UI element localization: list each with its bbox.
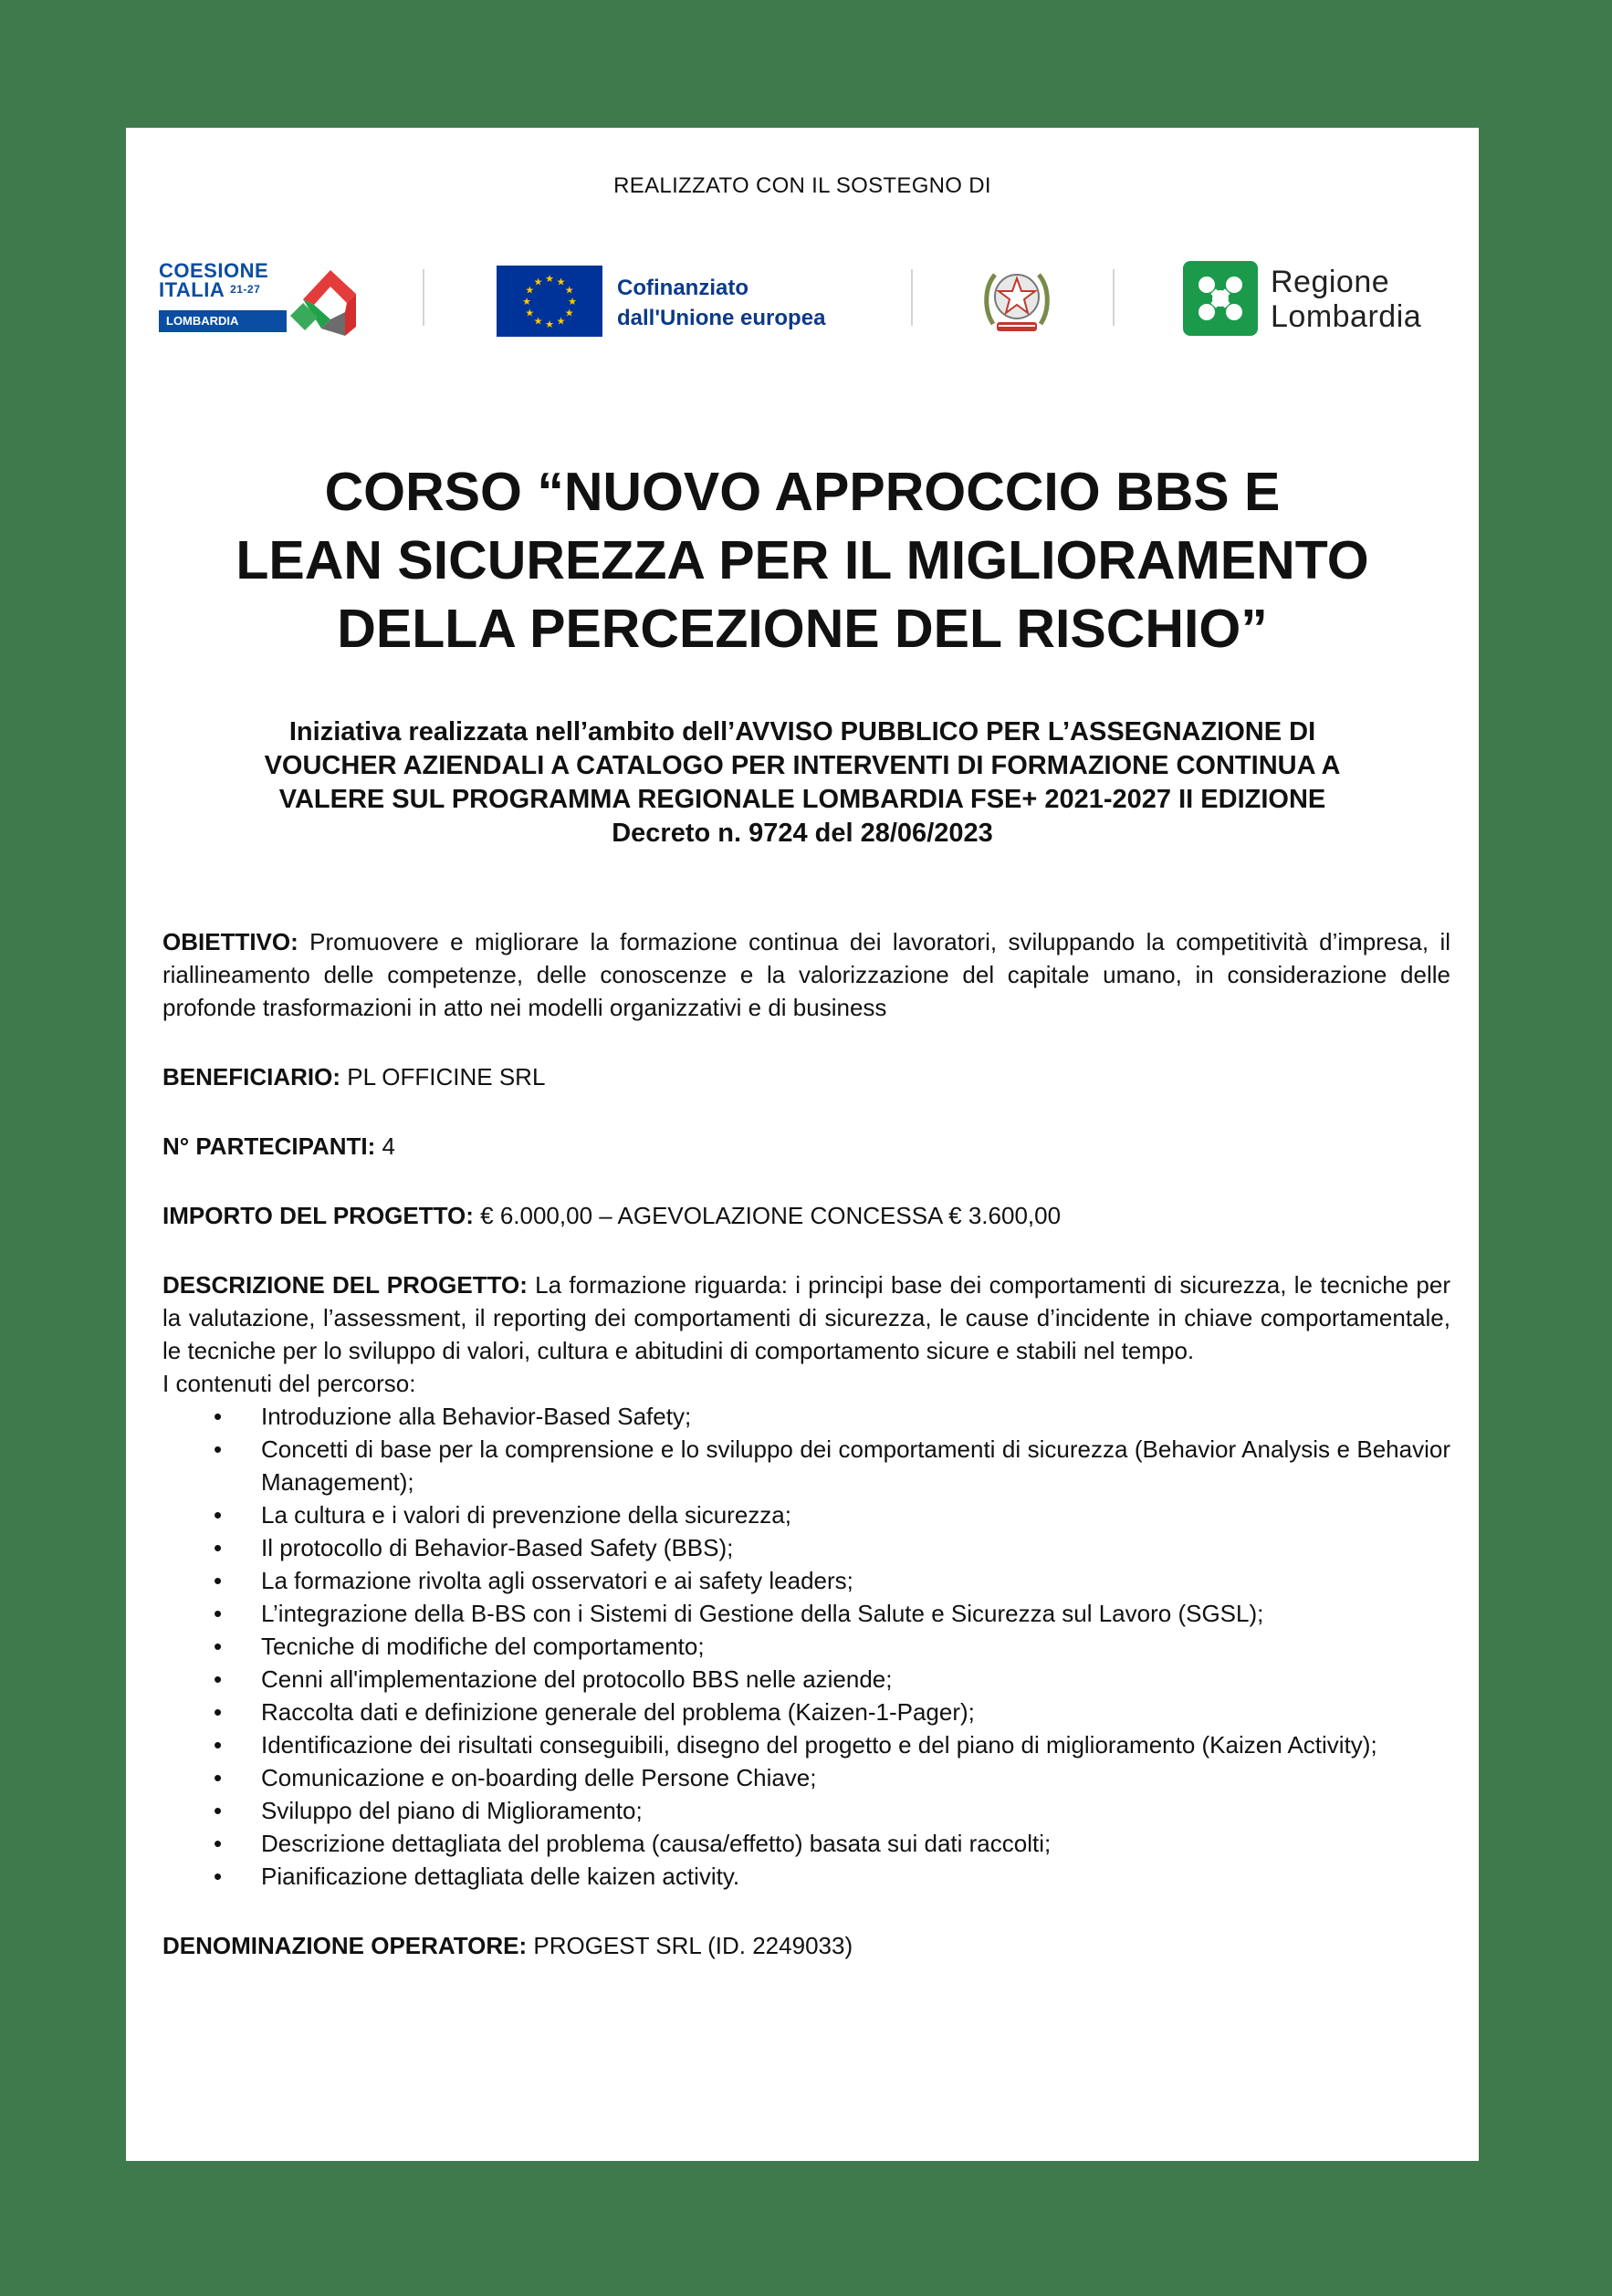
eu-star-icon: ★	[564, 308, 574, 319]
list-item: • Tecniche di modifiche del comportamento;	[162, 1630, 1450, 1663]
logo-separator	[1113, 269, 1115, 326]
eu-star-icon: ★	[556, 316, 566, 328]
list-item: • Sviluppo del piano di Miglioramento;	[162, 1794, 1450, 1827]
list-item: • Il protocollo di Behavior-Based Safety (BBS);	[162, 1531, 1450, 1564]
list-item: • L’integrazione della B-BS con i Sistemi di Gestione della Salute e Sicurezza sul Lavoro (SGSL);	[162, 1597, 1450, 1630]
eu-flag-icon	[497, 266, 602, 337]
coesione-logo-text: COESIONE ITALIA $^{21-27}$	[159, 259, 269, 301]
eu-star-icon: ★	[556, 277, 566, 288]
coesione-chevron-icon	[270, 263, 356, 336]
regione-lombardia-text: Regione Lombardia	[1271, 265, 1422, 334]
document-body	[162, 925, 1450, 1962]
eu-star-icon: ★	[564, 285, 574, 297]
eu-cofinanced-logo	[497, 266, 843, 339]
list-item: • Introduzione alla Behavior-Based Safety;	[162, 1400, 1450, 1433]
eu-star-icon: ★	[568, 297, 577, 308]
descrizione-paragraph: DESCRIZIONE DEL PROGETTO: La formazione riguarda: i principi base dei comportamenti di sicurezza, le tecniche per la valutazione, l’assessment, il reporting dei comportamenti di sicurezza, le cause d’incidente in chiave comportamentale, le tecniche per lo sviluppo di valori, cultura e abitudini di comportamento sicure e stabili nel tempo.	[162, 1271, 1450, 1364]
list-item: • Descrizione dettagliata del problema (causa/effetto) basata sui dati raccolti;	[162, 1827, 1450, 1860]
beneficiario-paragraph: BENEFICIARIO: PL OFFICINE SRL	[162, 1063, 546, 1091]
italy-emblem-icon	[980, 260, 1053, 340]
partecipanti-paragraph: N° PARTECIPANTI: 4	[162, 1132, 396, 1160]
obiettivo-paragraph: OBIETTIVO: Promuovere e migliorare la formazione continua dei lavoratori, sviluppando la competitività d’impresa, il riallineamento delle competenze, delle conoscenze e la valorizzazione del capitale umano, in considerazione delle profonde trasformazioni in atto nei modelli organizzativi e di business	[162, 928, 1450, 1021]
list-item: • Pianificazione dettagliata delle kaizen activity.	[162, 1860, 1450, 1893]
eu-star-icon: ★	[545, 319, 554, 330]
logo-separator	[911, 269, 913, 326]
list-item: • La formazione rivolta agli osservatori e ai safety leaders;	[162, 1564, 1450, 1597]
list-item: • Concetti di base per la comprensione e lo sviluppo dei comportamenti di sicurezza (Behavior Analysis e Behavior Management);	[162, 1433, 1450, 1498]
list-item: • Comunicazione e on-boarding delle Persone Chiave;	[162, 1761, 1450, 1794]
list-item: • Cenni all'implementazione del protocollo BBS nelle aziende;	[162, 1663, 1450, 1696]
list-item: • Raccolta dati e definizione generale del problema (Kaizen-1-Pager);	[162, 1696, 1450, 1728]
contenuti-intro: I contenuti del percorso:	[162, 1370, 416, 1397]
eu-star-icon: ★	[525, 285, 535, 297]
eu-star-icon: ★	[533, 277, 543, 288]
eu-star-icon: ★	[545, 274, 554, 285]
coesione-region-bar: LOMBARDIA	[159, 310, 287, 332]
eu-star-icon: ★	[533, 316, 543, 328]
initiative-subtitle: Iniziativa realizzata nell’ambito dell’AVVISO PUBBLICO PER L’ASSEGNAZIONE DI VOUCHER AZIENDALI A CATALOGO PER INTERVENTI DI FORMAZIONE CONTINUA A VALERE SUL PROGRAMMA REGIONALE LOMBARDIA FSE+ 2021-2027 II EDIZIONE Decreto n. 9724 del 28/06/2023	[264, 717, 1341, 848]
course-title: CORSO “NUOVO APPROCCIO BBS E LEAN SICUREZZA PER IL MIGLIORAMENTO DELLA PERCEZIONE DEL RISCHIO”	[236, 462, 1369, 659]
coesione-italia-logo	[159, 261, 360, 343]
document-sheet	[126, 128, 1479, 2161]
importo-paragraph: IMPORTO DEL PROGETTO: € 6.000,00 – AGEVOLAZIONE CONCESSA € 3.600,00	[162, 1202, 1062, 1229]
list-item: • Identificazione dei risultati conseguibili, disegno del progetto e del piano di miglioramento (Kaizen Activity);	[162, 1728, 1450, 1761]
logo-separator	[423, 269, 424, 326]
contenuti-list	[162, 1400, 1450, 1893]
support-heading: REALIZZATO CON IL SOSTEGNO DI	[613, 173, 991, 198]
eu-star-icon: ★	[522, 297, 531, 308]
regione-lombardia-logo	[1183, 261, 1457, 339]
eu-star-icon: ★	[525, 308, 535, 319]
list-item: • La cultura e i valori di prevenzione della sicurezza;	[162, 1498, 1450, 1531]
regione-lombardia-rose-icon	[1183, 261, 1258, 336]
eu-logo-text: Cofinanziato dall'Unione europea	[617, 276, 826, 330]
operatore-paragraph: DENOMINAZIONE OPERATORE: PROGEST SRL (ID. 2249033)	[162, 1932, 853, 1959]
